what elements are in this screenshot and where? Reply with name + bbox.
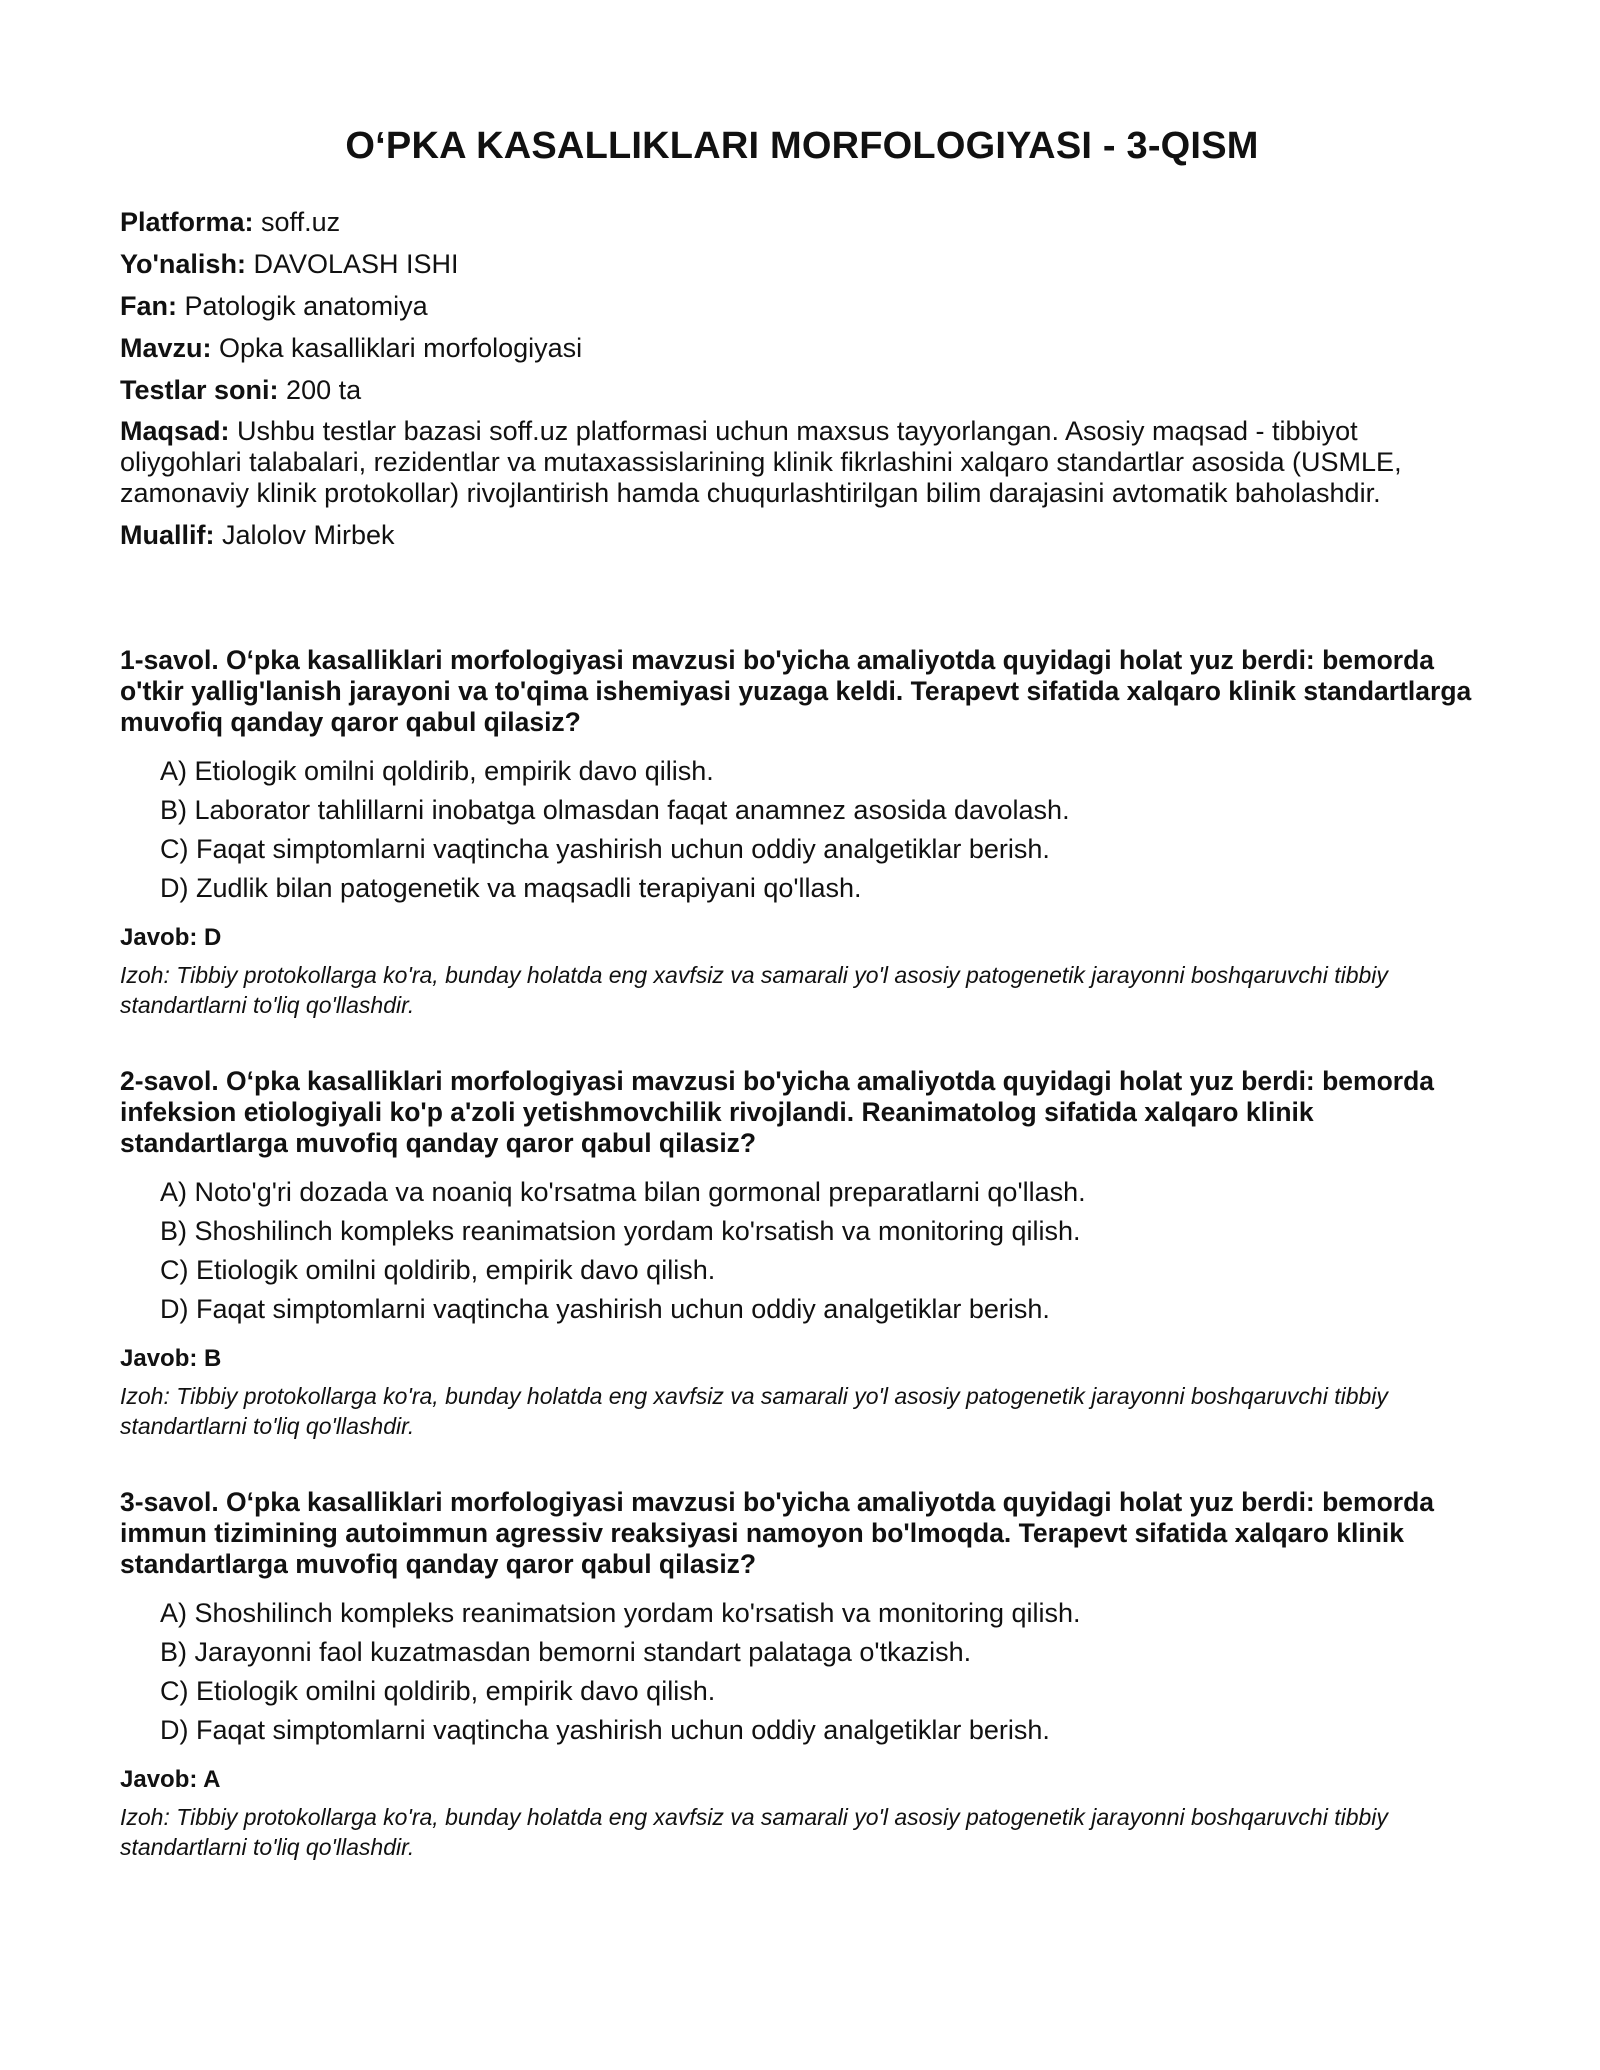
option-d: D) Faqat simptomlarni vaqtincha yashirish uchun oddiy analgetiklar berish. bbox=[160, 1715, 1050, 1745]
option-b: B) Jarayonni faol kuzatmasdan bemorni standart palataga o'tkazish. bbox=[160, 1637, 972, 1667]
option-a: A) Shoshilinch kompleks reanimatsion yordam ko'rsatish va monitoring qilish. bbox=[160, 1598, 1081, 1628]
answer-options bbox=[120, 752, 1484, 908]
meta-goal bbox=[120, 416, 1484, 509]
option-c: C) Etiologik omilni qoldirib, empirik davo qilish. bbox=[160, 1676, 716, 1706]
answer-options bbox=[120, 1173, 1484, 1329]
meta-author bbox=[120, 519, 1484, 551]
meta-label: Mavzu: bbox=[120, 333, 212, 363]
option-a: A) Noto'g'ri dozada va noaniq ko'rsatma bilan gormonal preparatlarni qo'llash. bbox=[160, 1177, 1086, 1207]
meta-value: Ushbu testlar bazasi soff.uz platformasi uchun maxsus tayyorlangan. Asosiy maqsad - tibbiyot oliygohlari talabalari, rezidentlar va mutaxassislarining klinik fikrlashini xalqaro standartlar asosida (USMLE, zamonaviy klinik protokollar) rivojlantirish hamda chuqurlashtirilgan bilim darajasini avtomatik baholashdir. bbox=[120, 416, 1402, 508]
section-spacer bbox=[120, 561, 1484, 645]
correct-answer: Javob: D bbox=[120, 924, 222, 951]
document-meta bbox=[120, 206, 1484, 551]
option-c: C) Etiologik omilni qoldirib, empirik davo qilish. bbox=[160, 1255, 716, 1285]
meta-direction bbox=[120, 248, 1484, 280]
meta-label: Maqsad: bbox=[120, 416, 230, 446]
option-b: B) Laborator tahlillarni inobatga olmasdan faqat anamnez asosida davolash. bbox=[160, 795, 1070, 825]
explanation-note: Izoh: Tibbiy protokollarga ko'ra, bunday holatda eng xavfsiz va samarali yo'l asosiy patogenetik jarayonni boshqaruvchi tibbiy standartlarni to'liq qo'llashdir. bbox=[120, 1804, 1388, 1860]
question-block bbox=[120, 1066, 1484, 1441]
meta-label: Platforma: bbox=[120, 207, 254, 237]
meta-value: Patologik anatomiya bbox=[177, 291, 428, 321]
explanation-note: Izoh: Tibbiy protokollarga ko'ra, bunday holatda eng xavfsiz va samarali yo'l asosiy patogenetik jarayonni boshqaruvchi tibbiy standartlarni to'liq qo'llashdir. bbox=[120, 962, 1388, 1018]
option-d: D) Zudlik bilan patogenetik va maqsadli terapiyani qo'llash. bbox=[160, 873, 862, 903]
option-d: D) Faqat simptomlarni vaqtincha yashirish uchun oddiy analgetiklar berish. bbox=[160, 1294, 1050, 1324]
meta-value: Opka kasalliklari morfologiyasi bbox=[211, 333, 583, 363]
option-b: B) Shoshilinch kompleks reanimatsion yordam ko'rsatish va monitoring qilish. bbox=[160, 1216, 1081, 1246]
correct-answer: Javob: B bbox=[120, 1345, 222, 1372]
meta-topic bbox=[120, 332, 1484, 364]
question-block bbox=[120, 645, 1484, 1020]
option-a: A) Etiologik omilni qoldirib, empirik davo qilish. bbox=[160, 756, 714, 786]
question-text: 2-savol. O‘pka kasalliklari morfologiyasi mavzusi bo'yicha amaliyotda quyidagi holat yuz berdi: bemorda infeksion etiologiyali ko'p a'zoli yetishmovchilik rivojlandi. Reanimatolog sifatida xalqaro klinik standartlarga muvofiq qanday qaror qabul qilasiz? bbox=[120, 1066, 1435, 1158]
meta-value: 200 ta bbox=[278, 375, 362, 405]
option-c: C) Faqat simptomlarni vaqtincha yashirish uchun oddiy analgetiklar berish. bbox=[160, 834, 1050, 864]
meta-label: Testlar soni: bbox=[120, 375, 279, 405]
question-block bbox=[120, 1487, 1484, 1862]
document-title: O‘PKA KASALLIKLARI MORFOLOGIYASI - 3-QISM bbox=[345, 125, 1259, 167]
meta-subject bbox=[120, 290, 1484, 322]
meta-value: Jalolov Mirbek bbox=[214, 520, 395, 550]
explanation-note: Izoh: Tibbiy protokollarga ko'ra, bunday holatda eng xavfsiz va samarali yo'l asosiy patogenetik jarayonni boshqaruvchi tibbiy standartlarni to'liq qo'llashdir. bbox=[120, 1383, 1388, 1439]
meta-value: soff.uz bbox=[253, 207, 341, 237]
meta-label: Fan: bbox=[120, 291, 177, 321]
meta-platform bbox=[120, 206, 1484, 238]
meta-label: Muallif: bbox=[120, 520, 215, 550]
answer-options bbox=[120, 1594, 1484, 1750]
correct-answer: Javob: A bbox=[120, 1766, 221, 1793]
meta-value: DAVOLASH ISHI bbox=[245, 249, 459, 279]
meta-test-count bbox=[120, 374, 1484, 406]
meta-label: Yo'nalish: bbox=[120, 249, 246, 279]
question-text: 1-savol. O‘pka kasalliklari morfologiyasi mavzusi bo'yicha amaliyotda quyidagi holat yuz berdi: bemorda o'tkir yallig'lanish jarayoni va to'qima ishemiyasi yuzaga keldi. Terapevt sifatida xalqaro klinik standartlarga muvofiq qanday qaror qabul qilasiz? bbox=[120, 645, 1472, 737]
question-text: 3-savol. O‘pka kasalliklari morfologiyasi mavzusi bo'yicha amaliyotda quyidagi holat yuz berdi: bemorda immun tizimining autoimmun agressiv reaksiyasi namoyon bo'lmoqda. Terapevt sifatida xalqaro klinik standartlarga muvofiq qanday qaror qabul qilasiz? bbox=[120, 1487, 1435, 1579]
